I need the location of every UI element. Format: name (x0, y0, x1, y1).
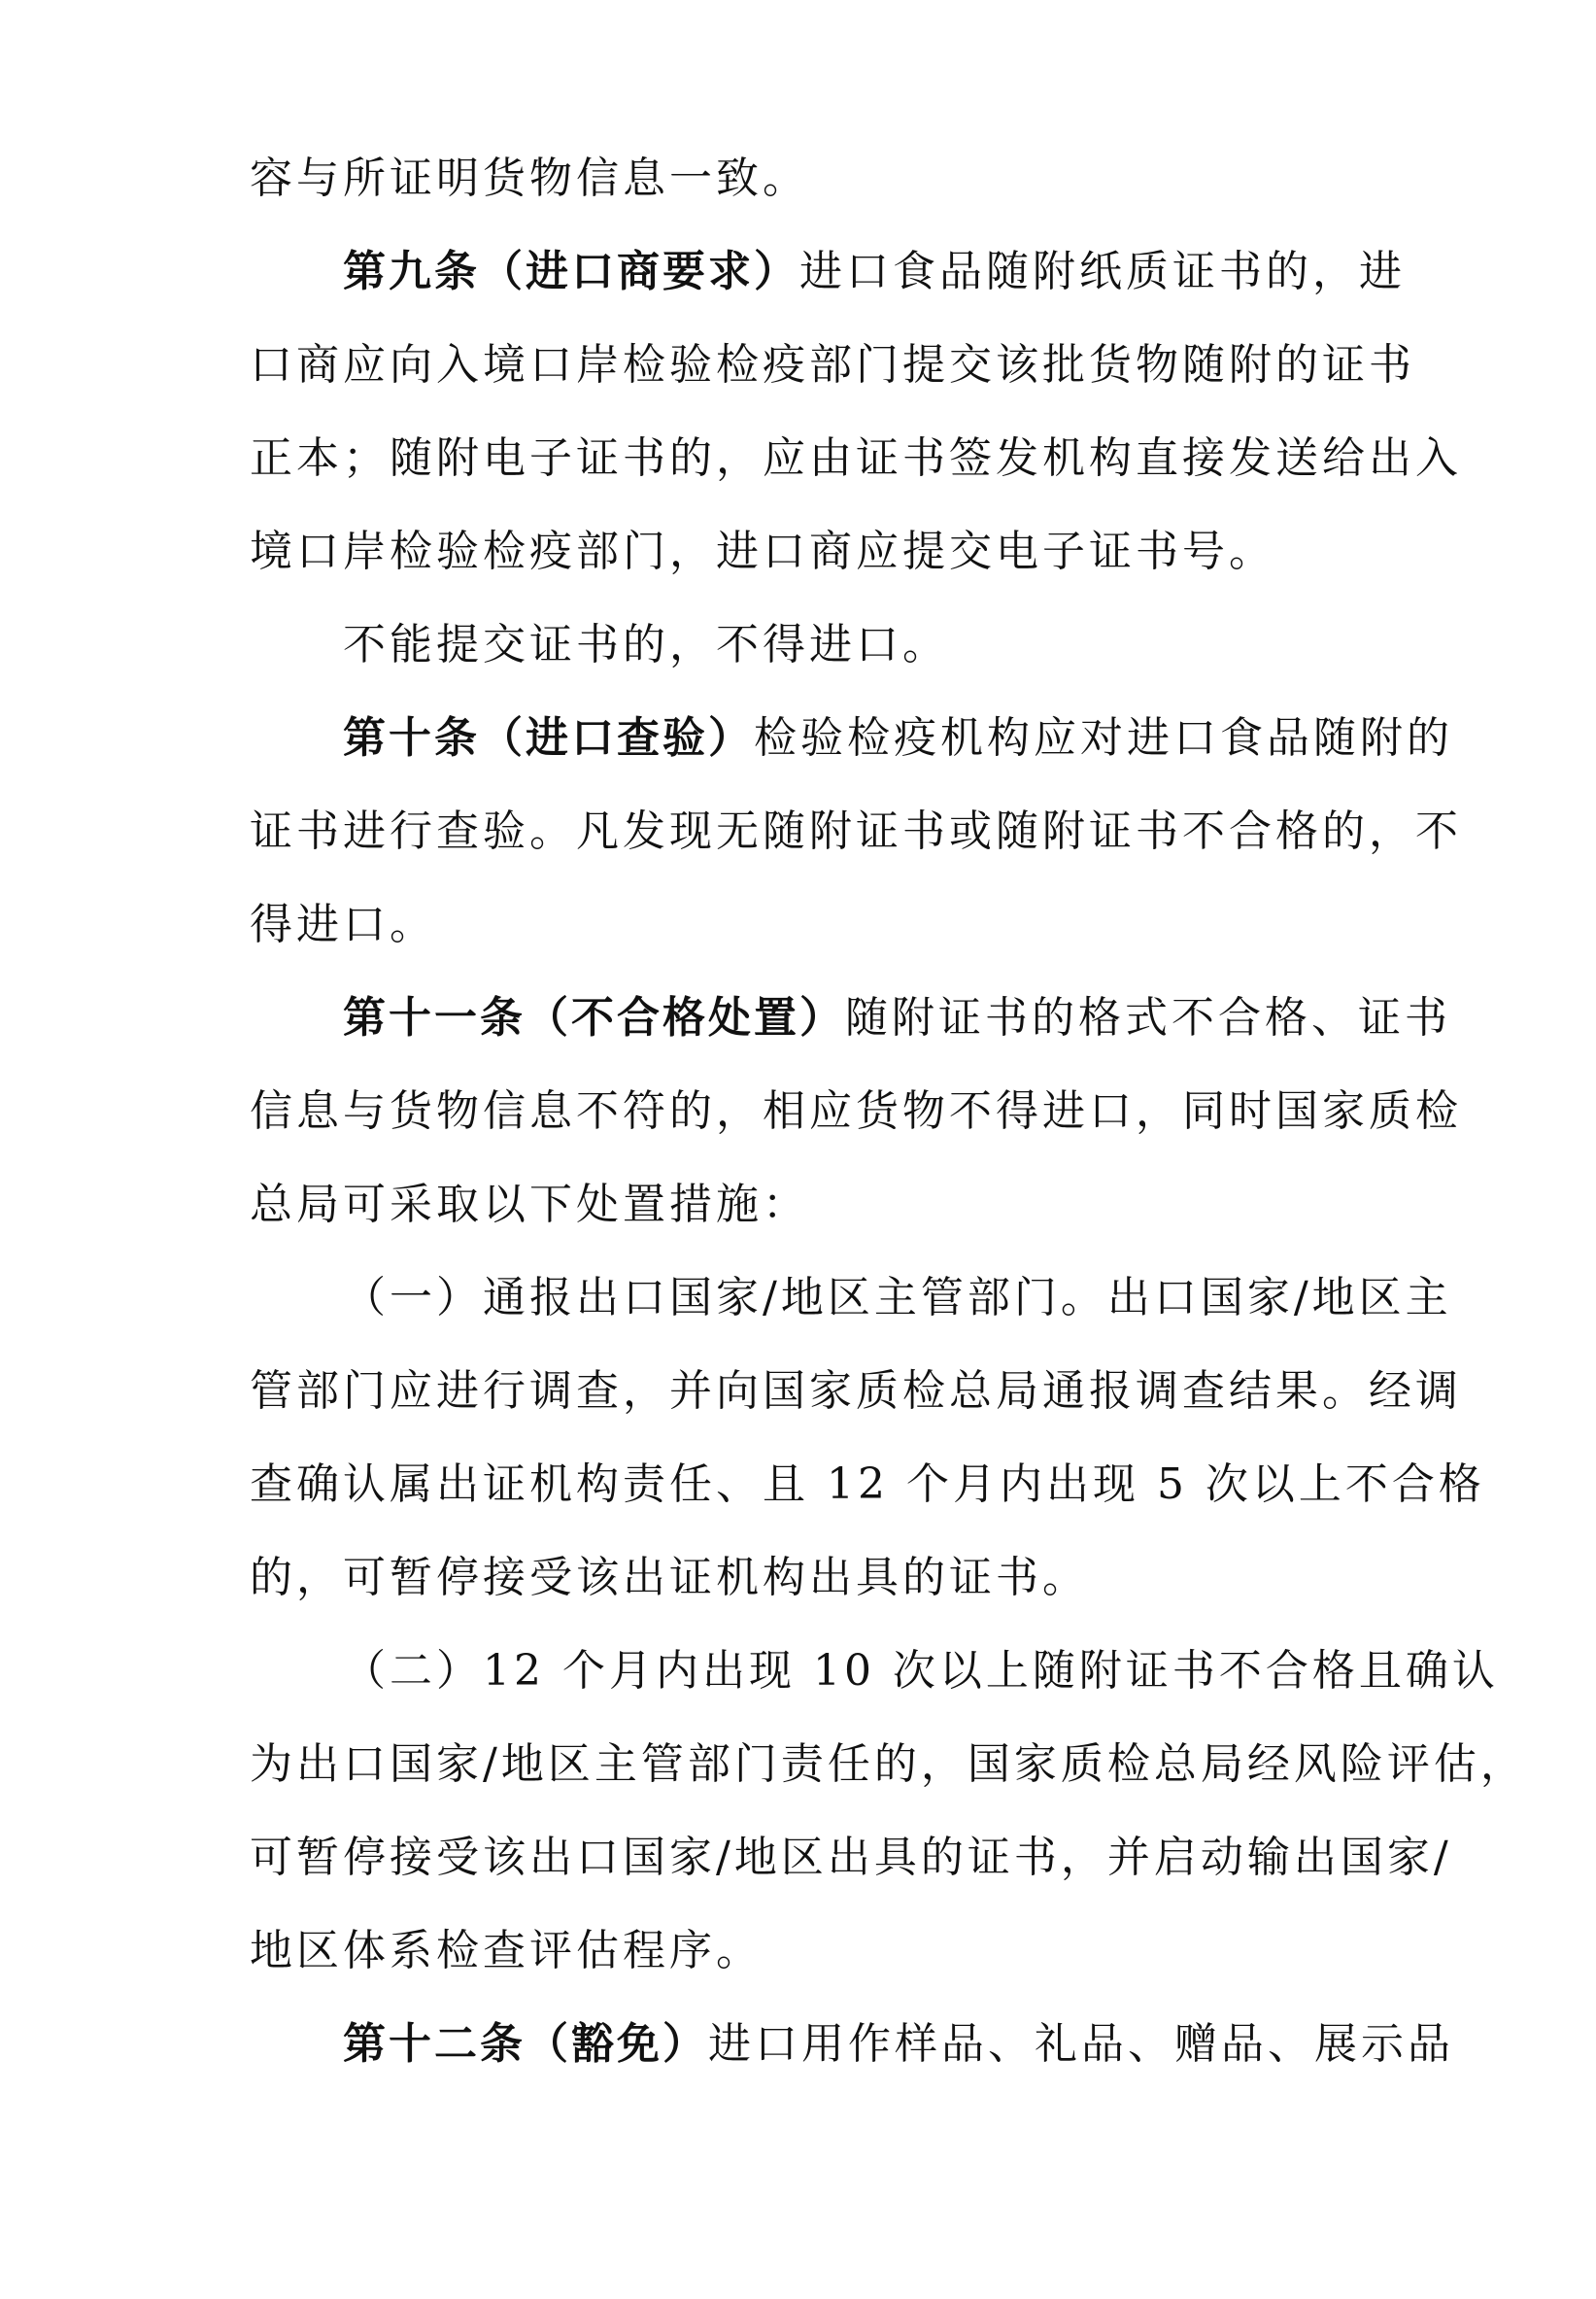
text-line: 的，可暂停接受该出证机构出具的证书。 (250, 1553, 1089, 1602)
article-11-heading-line (343, 979, 1451, 1057)
article-9-title: 第九条（进口商要求） (343, 247, 799, 296)
text-line: （二）12 个月内出现 10 次以上随附证书不合格且确认 (343, 1646, 1499, 1696)
article-9-text: 进口食品随附纸质证书的，进 (799, 247, 1406, 296)
text-line: 容与所证明货物信息一致。 (250, 154, 809, 203)
text-line: 总局可采取以下处置措施： (250, 1180, 809, 1229)
article-10-heading-line (343, 700, 1453, 777)
article-10-title: 第十条（进口查验） (343, 713, 754, 763)
article-11-text: 随附证书的格式不合格、证书 (845, 993, 1451, 1043)
article-12-heading-line (343, 2006, 1454, 2083)
text-line: 境口岸检验检疫部门，进口商应提交电子证书号。 (250, 527, 1275, 576)
text-line: 可暂停接受该出口国家/地区出具的证书，并启动输出国家/ (250, 1833, 1452, 1882)
text-line: 为出口国家/地区主管部门责任的，国家质检总局经风险评估， (250, 1739, 1527, 1789)
article-11-title: 第十一条（不合格处置） (343, 993, 845, 1043)
text-line: 信息与货物信息不符的，相应货物不得进口，同时国家质检 (250, 1086, 1462, 1136)
text-line: 地区体系检查评估程序。 (250, 1926, 763, 1975)
text-line: 证书进行查验。凡发现无随附证书或随附证书不合格的，不 (250, 806, 1462, 856)
article-12-title: 第十二条（豁免） (343, 2019, 708, 2069)
text-line: 口商应向入境口岸检验检疫部门提交该批货物随附的证书 (250, 340, 1415, 390)
text-line: 正本；随附电子证书的，应由证书签发机构直接发送给出入 (250, 433, 1462, 483)
text-line: 管部门应进行调查，并向国家质检总局通报调查结果。经调 (250, 1366, 1462, 1416)
article-9-heading-line (343, 233, 1406, 311)
text-line: 得进口。 (250, 900, 436, 949)
article-10-text: 检验检疫机构应对进口食品随附的 (754, 713, 1453, 763)
text-line: 不能提交证书的，不得进口。 (343, 620, 949, 669)
article-12-text: 进口用作样品、礼品、赠品、展示品 (708, 2019, 1454, 2069)
text-line: （一）通报出口国家/地区主管部门。出口国家/地区主 (343, 1273, 1452, 1322)
text-line: 查确认属出证机构责任、且 12 个月内出现 5 次以上不合格 (250, 1459, 1485, 1509)
